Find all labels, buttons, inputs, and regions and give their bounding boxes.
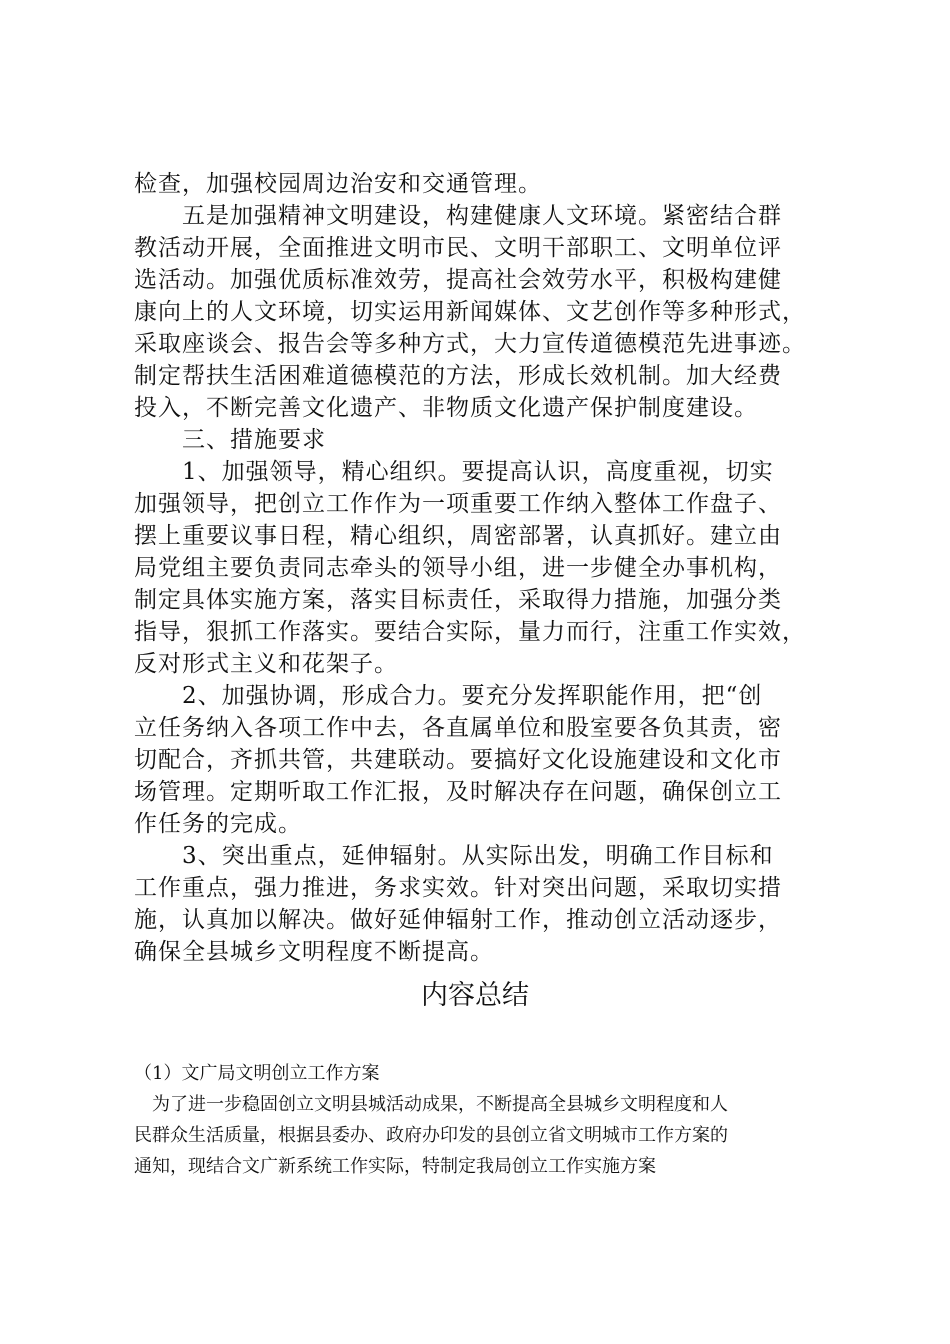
body-line: 采取座谈会、报告会等多种方式，大力宣传道德模范先进事迹。 [134,331,806,357]
body-line: 加强领导，把创立工作作为一项重要工作纳入整体工作盘子、 [134,491,782,517]
body-line: 施，认真加以解决。做好延伸辐射工作，推动创立活动逐步， [134,907,782,933]
body-line: 局党组主要负责同志牵头的领导小组，进一步健全办事机构， [134,555,782,581]
body-line: 制定帮扶生活困难道德模范的方法，形成长效机制。加大经费 [134,363,782,389]
summary-line: 为了进一步稳固创立文明县城活动成果，不断提高全县城乡文明程度和人 [134,1094,728,1115]
body-line: 检查，加强校园周边治安和交通管理。 [134,171,542,197]
body-line: 教活动开展，全面推进文明市民、文明干部职工、文明单位评 [134,235,782,261]
section-heading: 三、措施要求 [134,427,326,453]
body-line: 制定具体实施方案，落实目标责任，采取得力措施，加强分类 [134,587,782,613]
body-line: 五是加强精神文明建设，构建健康人文环境。紧密结合群 [134,203,782,229]
body-line: 1、加强领导，精心组织。要提高认识，高度重视，切实 [134,459,774,485]
summary-line: 通知，现结合文广新系统工作实际，特制定我局创立工作实施方案 [134,1156,656,1177]
summary-title: 内容总结 [421,980,529,1011]
summary-line: （1）文广局文明创立工作方案 [134,1063,380,1084]
body-line: 2、加强协调，形成合力。要充分发挥职能作用，把“创 [134,683,763,709]
body-line: 康向上的人文环境，切实运用新闻媒体、文艺创作等多种形式， [134,299,806,325]
body-line: 切配合，齐抓共管，共建联动。要搞好文化设施建设和文化市 [134,747,782,773]
body-line: 工作重点，强力推进，务求实效。针对突出问题，采取切实措 [134,875,782,901]
body-line: 选活动。加强优质标准效劳，提高社会效劳水平，积极构建健 [134,267,782,293]
body-line: 立任务纳入各项工作中去，各直属单位和股室要各负其责，密 [134,715,782,741]
body-line: 指导，狠抓工作落实。要结合实际，量力而行，注重工作实效， [134,619,806,645]
body-line: 作任务的完成。 [134,811,302,837]
body-line: 反对形式主义和花架子。 [134,651,398,677]
body-text [134,168,854,968]
body-line: 确保全县城乡文明程度不断提高。 [134,939,494,965]
body-line: 投入，不断完善文化遗产、非物质文化遗产保护制度建设。 [134,395,758,421]
body-line: 摆上重要议事日程，精心组织，周密部署，认真抓好。建立由 [134,523,782,549]
body-line: 场管理。定期听取工作汇报，及时解决存在问题，确保创立工 [134,779,782,805]
summary-line: 民群众生活质量，根据县委办、政府办印发的县创立省文明城市工作方案的 [134,1125,728,1146]
summary-text [134,1058,834,1182]
body-line: 3、突出重点，延伸辐射。从实际出发，明确工作目标和 [134,843,774,869]
